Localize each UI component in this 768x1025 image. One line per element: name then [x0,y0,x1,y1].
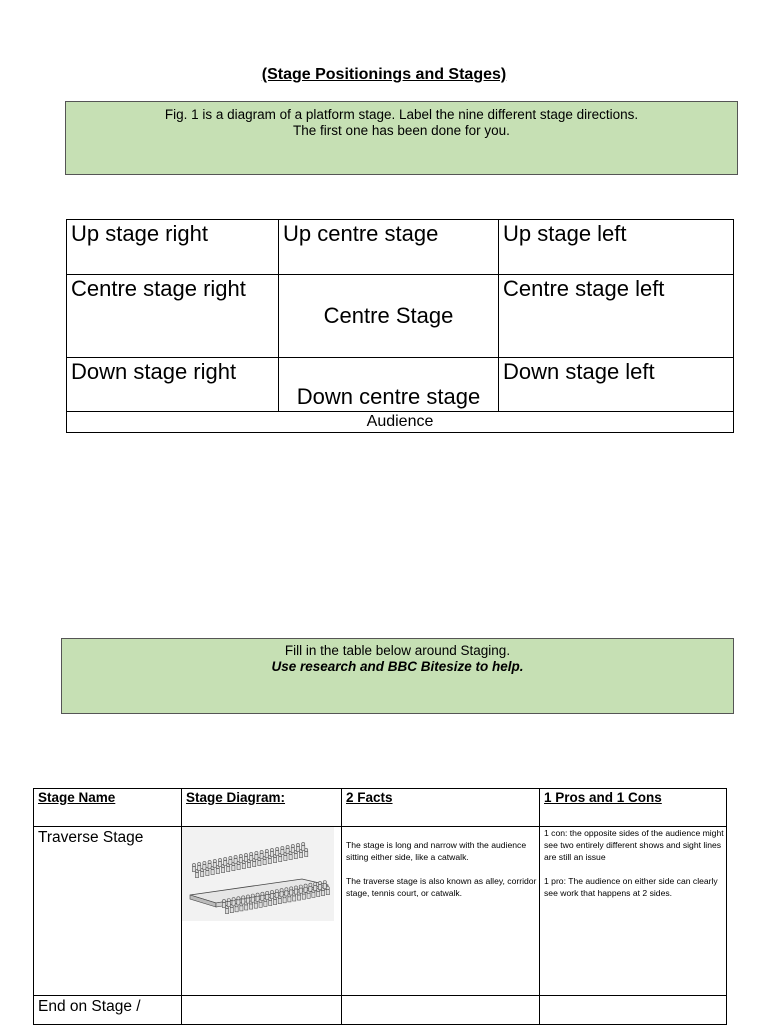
audience-figure-head [270,890,273,893]
audience-figure-head [291,844,294,847]
pros-cons-cell [540,996,727,1025]
audience-figure-head [237,897,240,900]
traverse-stage-illustration [182,827,334,921]
audience-figure-head [229,856,232,859]
audience-figure-body [278,899,281,904]
audience-figure-head [294,886,297,889]
audience-figure-head [318,881,321,884]
audience-figure-head [266,891,269,894]
audience-figure-body [227,867,230,872]
audience-figure-body [249,904,252,909]
audience-figure-body [258,861,261,866]
page-title: (Stage Positionings and Stages) [261,66,507,83]
audience-figure-head [299,885,302,888]
audience-figure-body [279,857,282,862]
audience-figure-body [216,869,219,874]
audience-figure-head [244,853,247,856]
audience-figure-body [269,901,272,906]
audience-figure-head [323,881,326,884]
audience-figure-head [242,896,245,899]
audience-figure-body [235,907,238,912]
audience-figure-head [192,863,195,866]
audience-figure-body [283,898,286,903]
facts-cell [342,827,540,996]
stage-name-cell: Traverse Stage [34,827,182,996]
audience-figure-head [281,846,284,849]
table-row [34,827,727,996]
con-text: 1 con: the opposite sides of the audience might see two entirely different shows and sight lines are still an issue [544,828,724,862]
audience-figure-body [307,893,310,898]
audience-figure-head [213,859,216,862]
audience-figure-body [294,854,297,859]
pros-cons-cell [540,827,727,996]
audience-figure-body [221,868,224,873]
audience-figure-head [222,899,225,902]
audience-figure-head [227,899,230,902]
audience-figure-head [224,857,227,860]
audience-figure-head [218,858,221,861]
cell-centre-stage-right: Centre stage right [67,275,279,358]
audience-figure-body [247,863,250,868]
cell-down-centre-stage: Down centre stage [279,358,499,412]
audience-figure-body [293,896,296,901]
audience-figure-head [290,887,293,890]
audience-figure-body [268,859,271,864]
audience-figure-head [286,845,289,848]
audience-figure-body [206,871,209,876]
audience-figure-body [273,858,276,863]
audience-figure-head [275,890,278,893]
audience-figure-body [225,909,228,914]
audience-figure-body [254,903,257,908]
audience-figure-body [232,866,235,871]
audience-figure-head [314,882,317,885]
instructions-line-1: Fill in the table below around Staging. [284,643,511,658]
facts-cell [342,996,540,1025]
audience-figure-head [255,851,258,854]
audience-figure-body [264,901,267,906]
audience-figure-body [305,852,308,857]
audience-figure-head [261,892,264,895]
cell-audience: Audience [67,412,734,433]
audience-figure-body [245,905,248,910]
audience-figure-head [250,852,253,855]
audience-figure-body [297,895,300,900]
audience-figure-head [285,888,288,891]
table-row [34,996,727,1025]
audience-figure-body [326,890,329,895]
audience-figure-head [302,842,305,845]
audience-figure-body [284,856,287,861]
instructions-line-2: The first one has been done for you. [293,123,510,138]
pro-text: 1 pro: The audience on either side can clearly see work that happens at 2 sides. [544,876,718,898]
audience-figure-head [208,860,211,863]
audience-figure-body [289,855,292,860]
audience-figure-head [265,849,268,852]
fact-2: The traverse stage is also known as alley, corridor stage, tennis court, or catwalk. [346,876,537,898]
stage-directions-grid [66,219,734,433]
header-facts: 2 Facts [342,789,540,827]
audience-figure-body [211,870,214,875]
stage-diagram-cell [182,827,342,996]
audience-figure-head [256,893,259,896]
audience-figure-body [240,906,243,911]
audience-figure-body [321,891,324,896]
staging-table [33,788,727,1025]
audience-figure-body [263,860,266,865]
cell-down-stage-left: Down stage left [499,358,734,412]
stage-diagram-cell [182,996,342,1025]
audience-figure-head [198,862,201,865]
header-stage-name: Stage Name [34,789,182,827]
audience-figure-head [276,847,279,850]
audience-figure-head [280,889,283,892]
header-stage-diagram: Stage Diagram: [182,789,342,827]
audience-figure-body [201,872,204,877]
audience-figure-body [273,900,276,905]
instructions-box-staging [61,638,734,714]
fact-1: The stage is long and narrow with the audience sitting either side, like a catwalk. [346,840,527,862]
audience-figure-body [288,897,291,902]
audience-figure-body [299,853,302,858]
cell-up-centre-stage: Up centre stage [279,220,499,275]
cell-down-stage-right: Down stage right [67,358,279,412]
audience-figure-head [251,894,254,897]
instructions-box-stage-directions [65,101,738,175]
stage-name-cell: End on Stage / [34,996,182,1025]
cell-up-stage-left: Up stage left [499,220,734,275]
audience-figure-body [242,864,245,869]
cell-centre-stage: Centre Stage [279,275,499,358]
header-pros-cons: 1 Pros and 1 Cons [540,789,727,827]
audience-figure-head [304,884,307,887]
audience-figure-head [246,895,249,898]
audience-figure-head [305,848,308,851]
audience-figure-head [232,898,235,901]
instructions-line-2: Use research and BBC Bitesize to help. [271,659,524,674]
audience-figure-head [326,887,329,890]
cell-centre-stage-left: Centre stage left [499,275,734,358]
audience-figure-head [239,854,242,857]
audience-figure-head [234,855,237,858]
audience-figure-body [302,894,305,899]
audience-figure-head [260,850,263,853]
audience-figure-head [296,843,299,846]
instructions-line-1: Fig. 1 is a diagram of a platform stage. Label the nine different stage directions. [164,107,639,122]
audience-figure-body [259,902,262,907]
audience-figure-body [195,873,198,878]
audience-figure-body [230,908,233,913]
audience-figure-head [270,848,273,851]
audience-figure-head [309,883,312,886]
audience-figure-head [203,861,206,864]
audience-figure-body [237,865,240,870]
audience-figure-body [312,892,315,897]
audience-figure-body [317,892,320,897]
cell-up-stage-right: Up stage right [67,220,279,275]
audience-figure-body [253,862,256,867]
